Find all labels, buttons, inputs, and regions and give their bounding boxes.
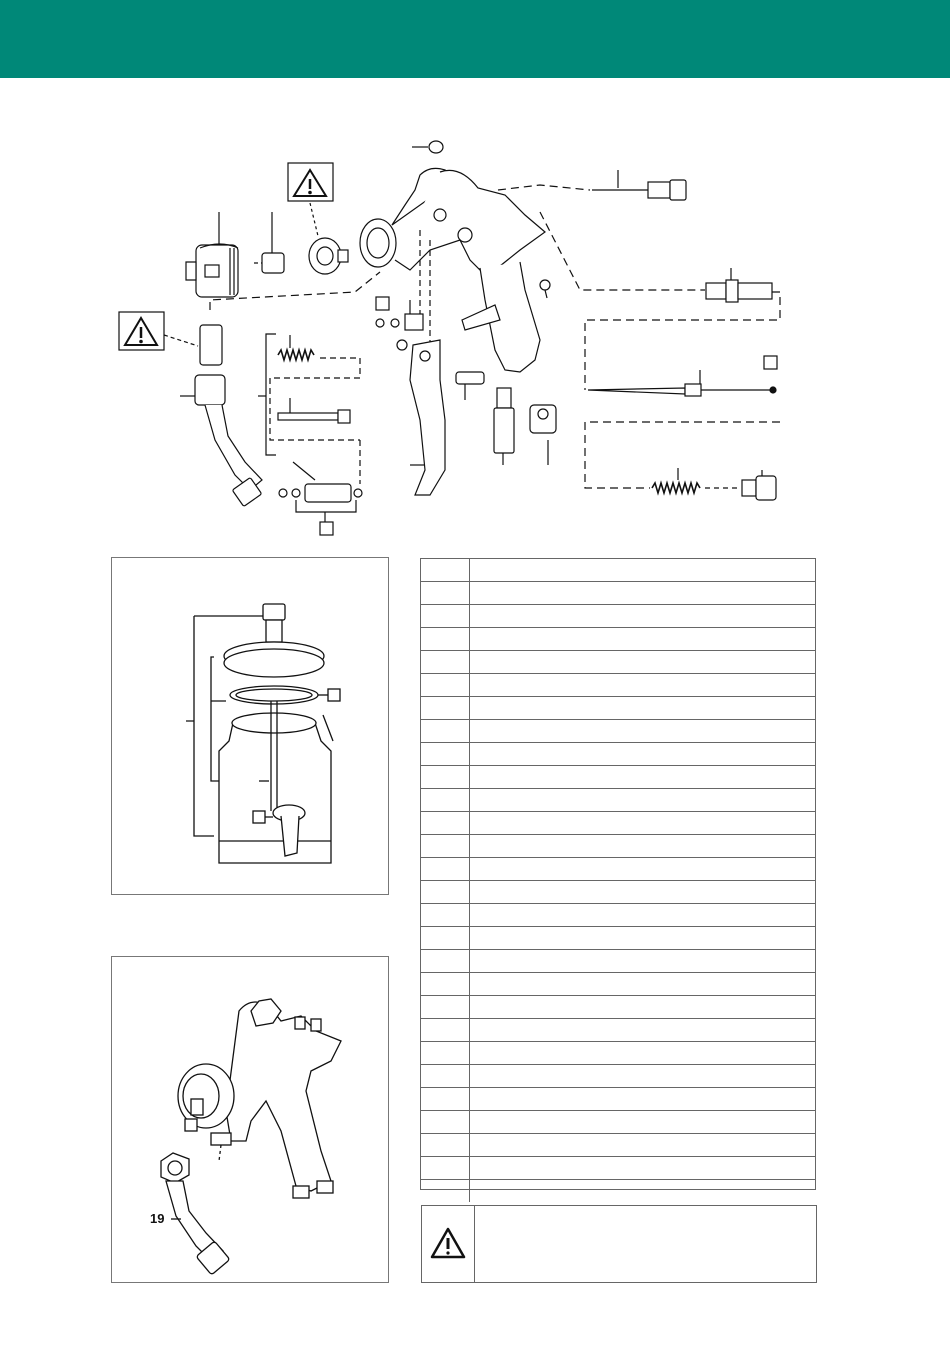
needle-spring [652, 468, 740, 493]
part-description-cell [470, 674, 816, 697]
part-description-cell [470, 582, 816, 605]
table-row [421, 1019, 815, 1042]
warning-triangle-icon [119, 312, 164, 350]
part-number-cell [421, 674, 470, 697]
part-description-cell [470, 1111, 816, 1134]
table-row [421, 582, 815, 605]
table-row [421, 950, 815, 973]
table-row [421, 1157, 815, 1180]
table-row [421, 1180, 815, 1203]
part-number-cell [421, 582, 470, 605]
part-number-cell [421, 605, 470, 628]
callout-19: 19 [150, 1211, 165, 1226]
part-description-cell [470, 1180, 816, 1203]
small-screw [540, 280, 550, 298]
trigger-pin [456, 372, 484, 400]
part-number-cell [421, 766, 470, 789]
table-row [421, 628, 815, 651]
trigger [410, 340, 445, 495]
paint-tube [180, 375, 262, 507]
part-number-cell [421, 904, 470, 927]
needle-cap [742, 470, 776, 500]
cup-panel [111, 557, 389, 895]
part-number-cell [421, 789, 470, 812]
part-description-cell [470, 927, 816, 950]
part-description-cell [470, 651, 816, 674]
fluid-valve-assembly [258, 334, 362, 535]
warning-triangle-icon [430, 1226, 466, 1260]
spreader-valve [498, 170, 686, 200]
exploded-parts-diagram [100, 125, 820, 545]
part-description-cell [470, 789, 816, 812]
part-description-cell [470, 559, 816, 582]
part-description-cell [470, 1134, 816, 1157]
part-description-cell [470, 766, 816, 789]
part-description-cell [470, 1157, 816, 1180]
part-number-cell [421, 720, 470, 743]
part-number-cell [421, 927, 470, 950]
table-row [421, 1042, 815, 1065]
adjustment-screw [412, 141, 443, 153]
part-description-cell [470, 697, 816, 720]
table-row [421, 1088, 815, 1111]
table-row [421, 1065, 815, 1088]
air-cap [186, 212, 238, 297]
table-row [421, 904, 815, 927]
table-row [421, 927, 815, 950]
part-number-cell [421, 743, 470, 766]
part-number-cell [421, 1088, 470, 1111]
table-row [421, 881, 815, 904]
warning-triangle-icon [288, 163, 333, 201]
cup-lid-nut [263, 604, 285, 620]
air-piston [706, 268, 772, 302]
table-row [421, 743, 815, 766]
parts-table [420, 558, 816, 1190]
part-number-cell [421, 697, 470, 720]
table-row [421, 766, 815, 789]
cup-diagram [112, 558, 390, 896]
table-row [421, 1134, 815, 1157]
part-number-cell [421, 835, 470, 858]
part-description-cell [470, 720, 816, 743]
table-row [421, 1111, 815, 1134]
part-number-cell [421, 812, 470, 835]
part-description-cell [470, 996, 816, 1019]
part-description-cell [470, 743, 816, 766]
part-number-cell [421, 1180, 470, 1203]
part-description-cell [470, 858, 816, 881]
part-number-cell [421, 1065, 470, 1088]
header-bar [0, 0, 950, 78]
assembled-gun-diagram [112, 957, 390, 1284]
air-valve [494, 388, 514, 465]
assembled-gun-panel [111, 956, 389, 1283]
part-description-cell [470, 1065, 816, 1088]
parts-table-grid [421, 559, 815, 1202]
paint-needle [588, 356, 777, 396]
part-description-cell [470, 812, 816, 835]
table-row [421, 996, 815, 1019]
air-connector [530, 405, 556, 465]
part-number-cell [421, 651, 470, 674]
part-number-cell [421, 1111, 470, 1134]
table-row [421, 697, 815, 720]
part-description-cell [470, 1088, 816, 1111]
part-number-cell [421, 858, 470, 881]
table-row [421, 674, 815, 697]
part-number-cell [421, 559, 470, 582]
part-number-cell [421, 881, 470, 904]
part-number-cell [421, 628, 470, 651]
part-description-cell [470, 835, 816, 858]
paint-connector [164, 325, 222, 365]
part-number-cell [421, 1042, 470, 1065]
warning-box [421, 1205, 817, 1283]
part-description-cell [470, 1019, 816, 1042]
part-description-cell [470, 950, 816, 973]
gun-body [360, 168, 545, 372]
nozzle [254, 212, 284, 273]
table-row [421, 559, 815, 582]
part-description-cell [470, 904, 816, 927]
part-number-cell [421, 996, 470, 1019]
part-number-cell [421, 1019, 470, 1042]
small-parts [376, 297, 423, 350]
part-description-cell [470, 628, 816, 651]
part-number-cell [421, 950, 470, 973]
table-row [421, 858, 815, 881]
table-row [421, 651, 815, 674]
part-description-cell [470, 605, 816, 628]
part-description-cell [470, 973, 816, 996]
part-number-cell [421, 1157, 470, 1180]
part-number-cell [421, 973, 470, 996]
table-row [421, 812, 815, 835]
distribution-ring [309, 203, 348, 274]
part-description-cell [470, 881, 816, 904]
part-number-cell [421, 1134, 470, 1157]
cup-body [219, 723, 331, 863]
table-row [421, 789, 815, 812]
table-row [421, 605, 815, 628]
warning-icon-cell [422, 1206, 475, 1282]
table-row [421, 835, 815, 858]
part-description-cell [470, 1042, 816, 1065]
table-row [421, 720, 815, 743]
table-row [421, 973, 815, 996]
